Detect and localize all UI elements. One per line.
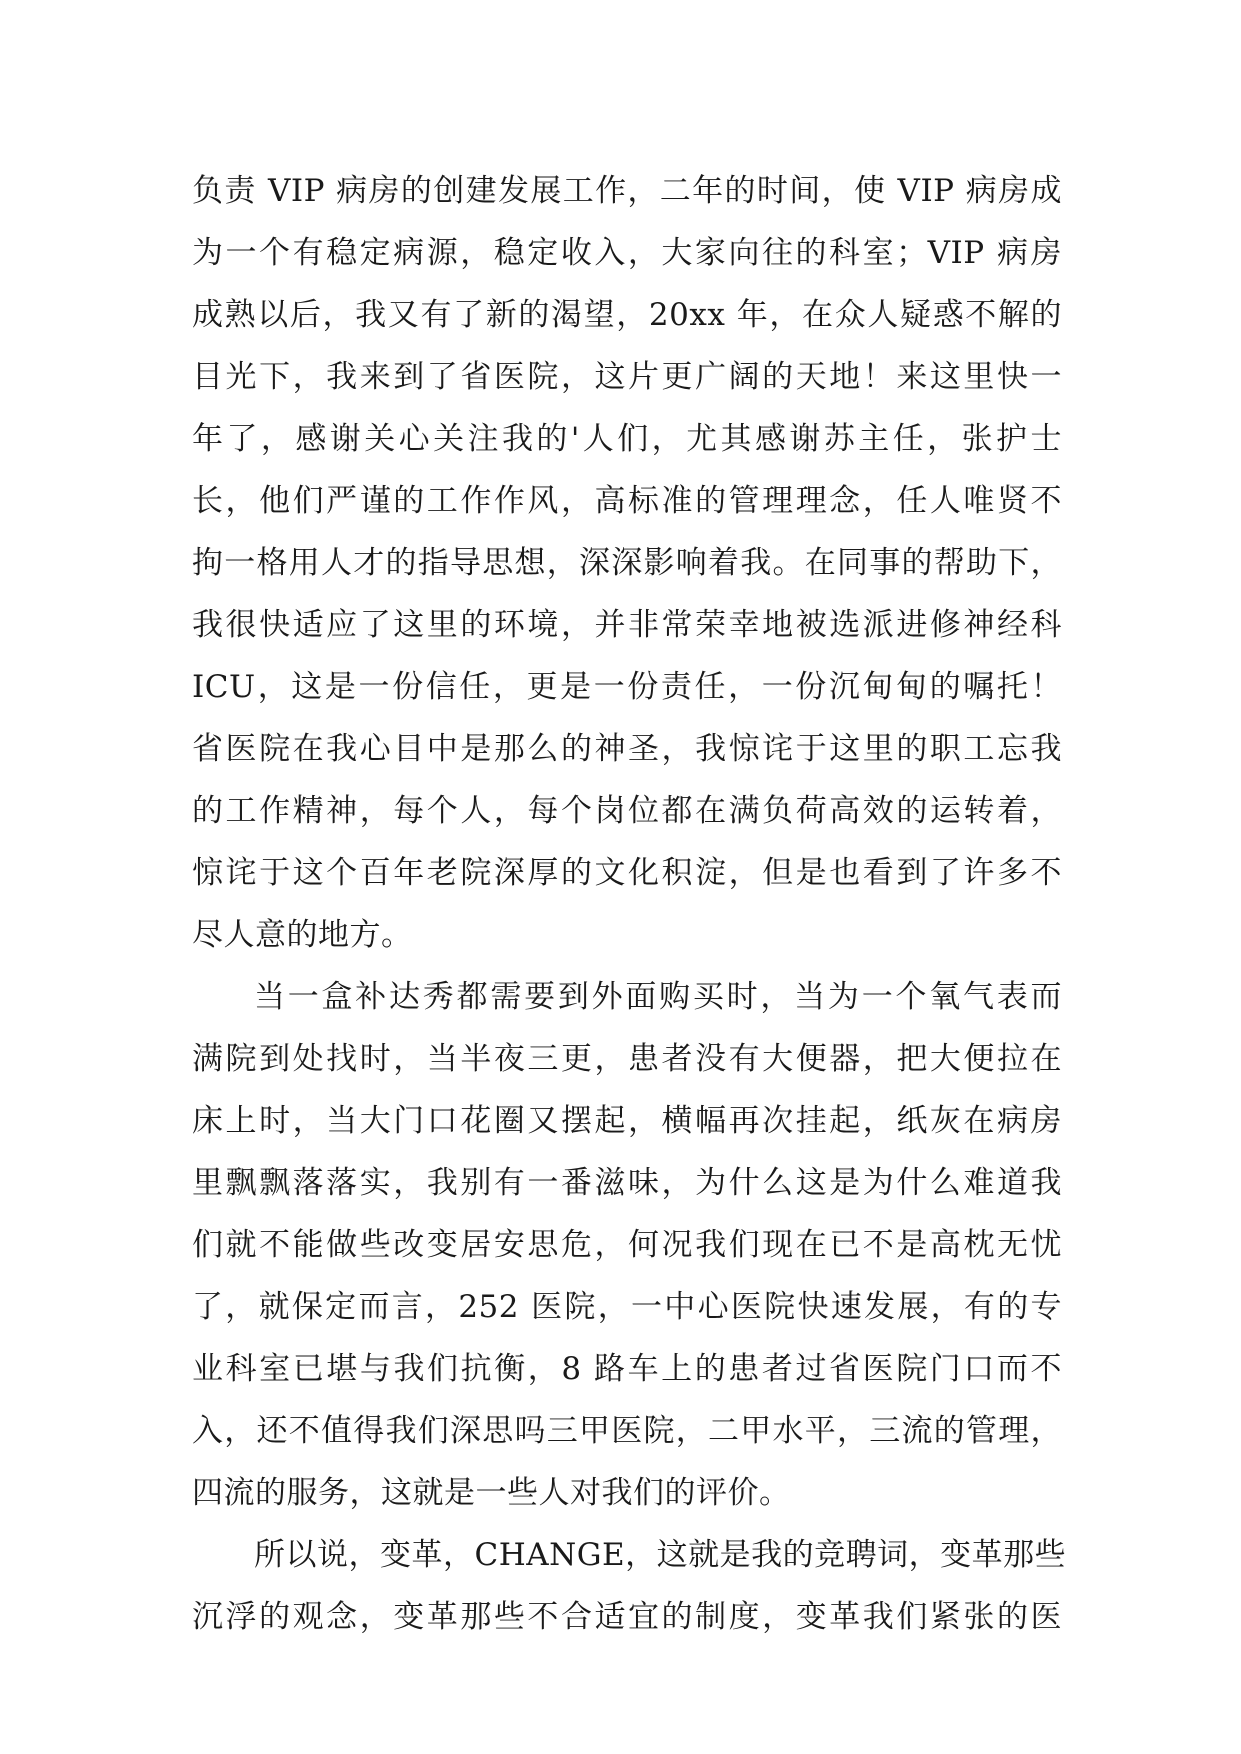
text-line: 为一个有稳定病源，稳定收入，大家向往的科室；VIP 病房 — [192, 235, 1062, 271]
text-line: 沉浮的观念，变革那些不合适宜的制度，变革我们紧张的医 — [192, 1599, 1062, 1635]
text-line: 当一盒补达秀都需要到外面购买时，当为一个氧气表而 — [254, 979, 1062, 1015]
text-line: 的工作精神，每个人，每个岗位都在满负荷高效的运转着， — [192, 793, 1062, 829]
text-line: 床上时，当大门口花圈又摆起，横幅再次挂起，纸灰在病房 — [192, 1103, 1062, 1139]
text-line: 了，就保定而言，252 医院，一中心医院快速发展，有的专 — [192, 1289, 1062, 1325]
text-line: 成熟以后，我又有了新的渴望，20xx 年，在众人疑惑不解的 — [192, 297, 1062, 333]
text-line: 拘一格用人才的指导思想，深深影响着我。在同事的帮助下， — [192, 545, 1062, 581]
text-line: 入，还不值得我们深思吗三甲医院，二甲水平，三流的管理， — [192, 1413, 1062, 1449]
text-line: 所以说，变革，CHANGE，这就是我的竞聘词，变革那些 — [254, 1537, 1067, 1573]
text-line: 惊诧于这个百年老院深厚的文化积淀，但是也看到了许多不 — [192, 855, 1062, 891]
text-line: 业科室已堪与我们抗衡，8 路车上的患者过省医院门口而不 — [192, 1351, 1062, 1387]
text-line: 们就不能做些改变居安思危，何况我们现在已不是高枕无忧 — [192, 1227, 1062, 1263]
text-line: 四流的服务，这就是一些人对我们的评价。 — [192, 1475, 791, 1511]
text-line: 我很快适应了这里的环境，并非常荣幸地被选派进修神经科 — [192, 607, 1062, 643]
text-line: 尽人意的地方。 — [192, 917, 413, 953]
text-line: 目光下，我来到了省医院，这片更广阔的天地！来这里快一 — [192, 359, 1062, 395]
text-line: 省医院在我心目中是那么的神圣，我惊诧于这里的职工忘我 — [192, 731, 1062, 767]
text-line: 负责 VIP 病房的创建发展工作，二年的时间，使 VIP 病房成 — [192, 173, 1062, 209]
text-line: 长，他们严谨的工作作风，高标准的管理理念，任人唯贤不 — [192, 483, 1062, 519]
text-line: ICU，这是一份信任，更是一份责任，一份沉甸甸的嘱托！ — [192, 669, 1062, 705]
text-line: 年了，感谢关心关注我的'人们，尤其感谢苏主任，张护士 — [192, 421, 1062, 457]
text-line: 满院到处找时，当半夜三更，患者没有大便器，把大便拉在 — [192, 1041, 1062, 1077]
text-line: 里飘飘落落实，我别有一番滋味，为什么这是为什么难道我 — [192, 1165, 1062, 1201]
document-body — [192, 160, 1067, 1648]
